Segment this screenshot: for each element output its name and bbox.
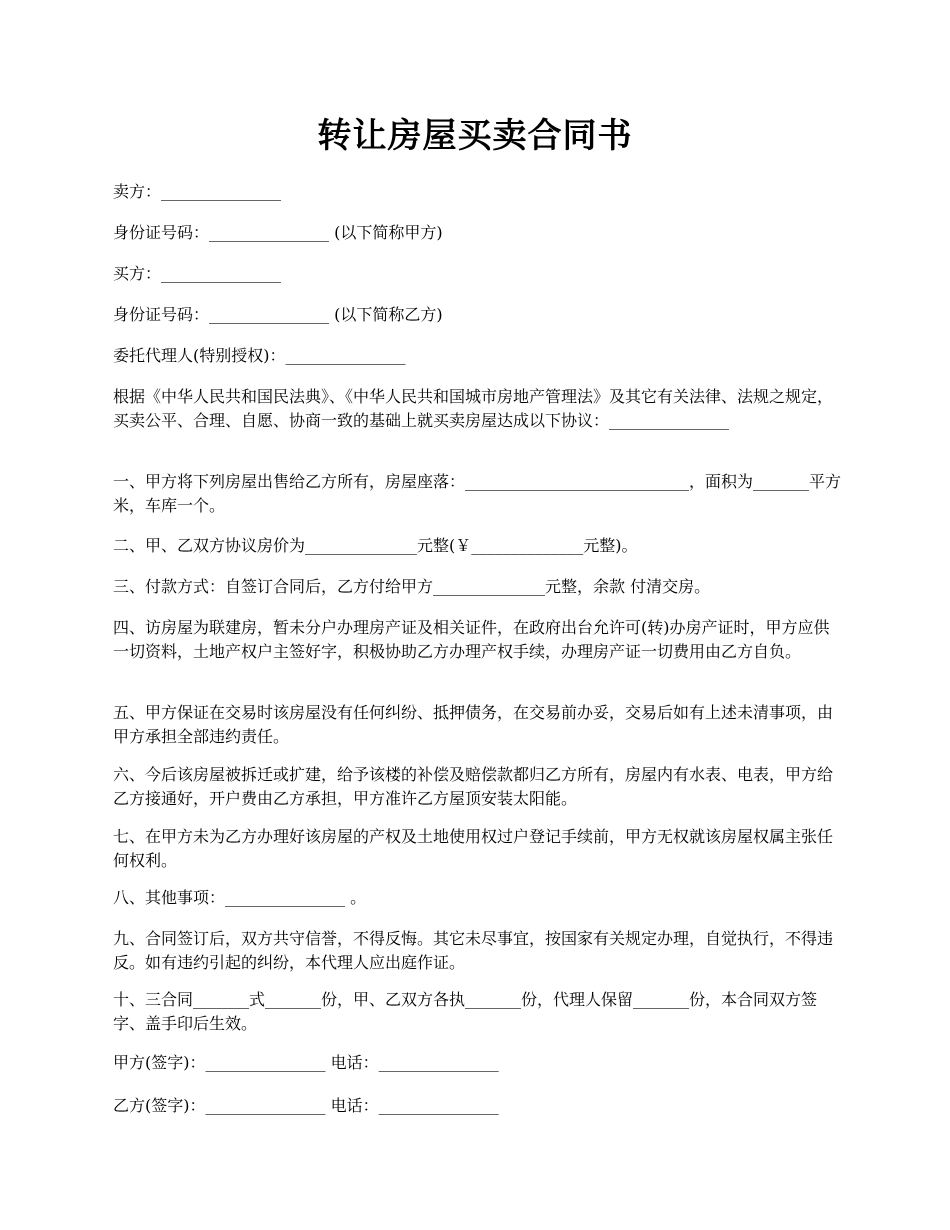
party-b-signature-line: 乙方(签字)：_______________ 电话：_______________	[113, 1096, 499, 1115]
party-a-signature-line: 甲方(签字)：_______________ 电话：_______________	[113, 1053, 499, 1072]
clause-3: 三、付款方式：自签订合同后，乙方付给甲方______________元整，余款 付清交房。	[113, 577, 711, 596]
clause-1: 一、甲方将下列房屋出售给乙方所有，房屋座落：____________________________，面积为_______平方米，车库一个。	[113, 472, 842, 515]
clause-9: 九、合同签订后，双方共守信誉，不得反悔。其它未尽事宜，按国家有关规定办理，自觉执行，不得违反。如有违约引起的纠纷，本代理人应出庭作证。	[113, 929, 834, 972]
clause-8: 八、其他事项：_______________ 。	[113, 888, 367, 907]
clause-4: 四、访房屋为联建房，暂未分户办理房产证及相关证件，在政府出台允许可(转)办房产证时，甲方应供一切资料，土地产权户主签好字，积极协助乙方办理产权手续，办理房产证一切费用由乙方自负。	[113, 618, 830, 661]
document-title: 转让房屋买卖合同书	[317, 116, 633, 156]
seller-line: 卖方：_______________	[113, 182, 282, 201]
buyer-id-line: 身份证号码：_______________ (以下简称乙方)	[113, 305, 443, 324]
clause-10: 十、三合同_______式_______份，甲、乙双方各执_______份，代理人保留_______份，本合同双方签字、盖手印后生效。	[113, 990, 818, 1033]
buyer-line: 买方：_______________	[113, 264, 282, 283]
clause-2: 二、甲、乙双方协议房价为______________元整(￥______________元整)。	[113, 536, 638, 555]
clause-7: 七、在甲方未为乙方办理好该房屋的产权及土地使用权过户登记手续前，甲方无权就该房屋权属主张任何权利。	[113, 827, 834, 870]
clause-6: 六、今后该房屋被拆迁或扩建，给予该楼的补偿及赔偿款都归乙方所有，房屋内有水表、电表，甲方给乙方接通好，开户费由乙方承担，甲方准许乙方屋顶安装太阳能。	[113, 765, 834, 808]
seller-id-line: 身份证号码：_______________ (以下简称甲方)	[113, 223, 443, 242]
clause-5: 五、甲方保证在交易时该房屋没有任何纠纷、抵押债务，在交易前办妥，交易后如有上述未清事项，由甲方承担全部违约责任。	[113, 703, 834, 746]
preamble-paragraph: 根据《中华人民共和国民法典》、《中华人民共和国城市房地产管理法》及其它有关法律、法规之规定，买卖公平、合理、自愿、协商一致的基础上就买卖房屋达成以下协议：_______________	[113, 387, 834, 430]
agent-line: 委托代理人(特别授权)：_______________	[113, 346, 406, 365]
